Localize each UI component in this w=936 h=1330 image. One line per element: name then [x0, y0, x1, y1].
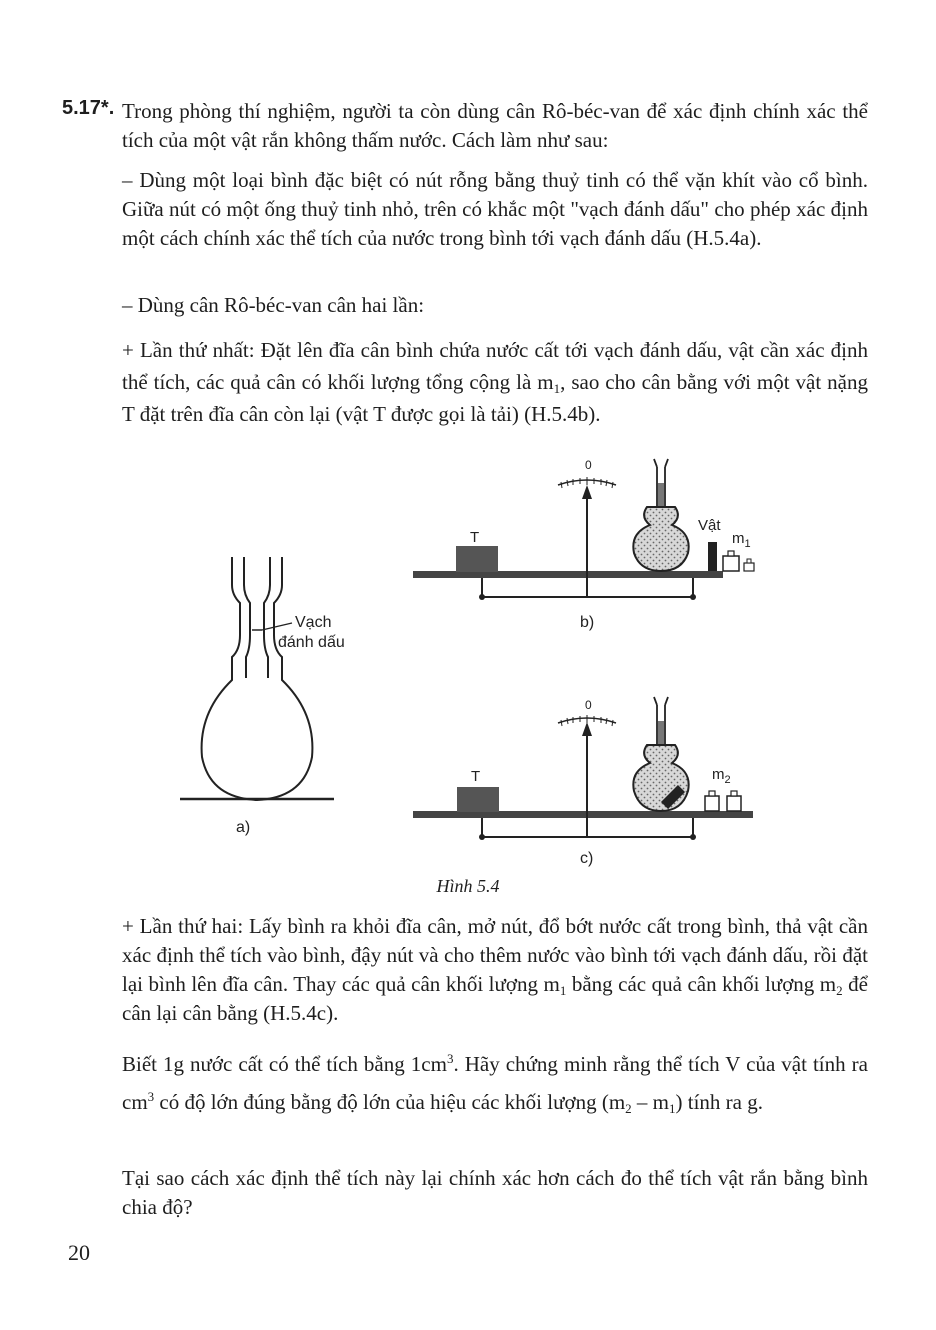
- step-1-text: – Dùng một loại bình đặc biệt có nút rỗng bằng thuỷ tinh có thể vặn khít vào cổ bình. Giữa nút có một ống thuỷ tinh nhỏ, trên có khắc một "vạch đánh dấu" cho phép xác định một cách chính xác thể tích của nước trong bình tới vạch đánh dấu (H.5.4a).: [122, 168, 868, 250]
- figure-caption: Hình 5.4: [436, 876, 500, 896]
- mark-label-1: Vạch: [295, 614, 332, 631]
- scale-zero-c: 0: [585, 698, 592, 712]
- first-weighing-text: + Lần thứ nhất: Đặt lên đĩa cân bình chứa nước cất tới vạch đánh dấu, vật cần xác định thể tích, các quả cân có khối lượng tổng cộng là $m_1$, sao cho cân bằng với một vật nặng T đặt trên đĩa cân còn lại (vật T được gọi là tải) (H.5.4b).: [122, 338, 868, 426]
- m1-label: $m_1$: [732, 530, 751, 550]
- load-label-b: T: [470, 529, 480, 546]
- object-label: Vật: [698, 517, 721, 534]
- question-text: Tại sao cách xác định thể tích này lại chính xác hơn cách đo thể tích vật rắn bằng bình chia độ?: [122, 1166, 868, 1219]
- figure-c-label: c): [580, 850, 594, 867]
- figure-a-label: a): [236, 819, 251, 836]
- step-2-text: – Dùng cân Rô-béc-van cân hai lần:: [122, 293, 425, 317]
- scale-zero-b: 0: [585, 458, 592, 472]
- figure-b-label: b): [580, 614, 595, 631]
- flask-figure-a: [180, 557, 334, 800]
- balance-figure-c: [413, 697, 753, 840]
- figure-5-4: [160, 445, 800, 875]
- given-text: Biết 1g nước cất có thể tích bằng $1cm^3$. Hãy chứng minh rằng thể tích V của vật tính ra $cm^3$ có độ lớn đúng bằng độ lớn của hiệu các khối lượng $(m_2 - m_1)$ tính ra g.: [122, 1051, 868, 1116]
- page-number: 20: [68, 1240, 90, 1265]
- mark-label-2: đánh dấu: [278, 634, 345, 651]
- problem-number: 5.17*.: [62, 97, 115, 119]
- second-weighing-text: + Lần thứ hai: Lấy bình ra khỏi đĩa cân, mở nút, đổ bớt nước cất trong bình, thả vật cần xác định thể tích vào bình, đậy nút và cho thêm nước vào bình tới vạch đánh dấu, rồi đặt lại bình lên đĩa cân. Thay các quả cân khối lượng $m_1$ bằng các quả cân khối lượng $m_2$ để cân lại cân bằng (H.5.4c).: [122, 914, 868, 1025]
- load-label-c: T: [471, 768, 481, 785]
- problem-intro: Trong phòng thí nghiệm, người ta còn dùng cân Rô-béc-van để xác định chính xác thể tích của một vật rắn không thấm nước. Cách làm như sau:: [122, 99, 868, 152]
- m2-label: $m_2$: [712, 766, 731, 786]
